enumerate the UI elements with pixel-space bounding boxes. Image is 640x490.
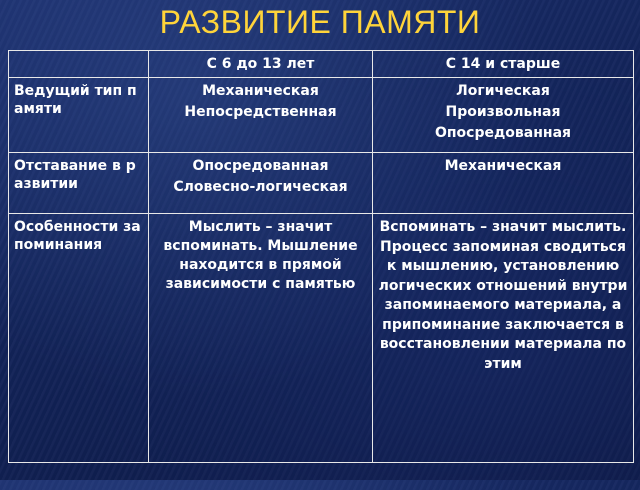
cell-value: Опосредованная — [192, 158, 329, 174]
cell-leading-type-age-6-13 — [149, 78, 373, 153]
cell-leading-type-age-14-plus — [373, 78, 634, 153]
cell-development-lag-age-14-plus — [373, 153, 634, 214]
cell-value: Механическая — [202, 83, 319, 99]
comparison-table-container — [8, 50, 632, 490]
row-label-text: Ведущий тип памяти — [14, 83, 137, 117]
cell-value: Словесно-логическая — [173, 179, 348, 195]
cell-value: Механическая — [444, 158, 562, 174]
table-row-memorization-features — [9, 214, 634, 463]
cell-value: Произвольная — [445, 104, 561, 120]
table-row-development-lag — [9, 153, 634, 214]
cell-development-lag-age-6-13 — [149, 153, 373, 214]
column-header-age-14-plus: С 14 и старше — [373, 51, 634, 78]
row-label-memorization-features — [9, 214, 149, 463]
row-label-text: Отставание в развитии — [14, 158, 136, 192]
table-row-leading-memory-type — [9, 78, 634, 153]
table-corner-cell — [9, 51, 149, 78]
column-header-age-6-13: С 6 до 13 лет — [149, 51, 373, 78]
cell-value: Опосредованная — [434, 125, 572, 141]
row-label-leading-type — [9, 78, 149, 153]
row-label-text: Особенности запоминания — [14, 219, 141, 253]
slide-title: РАЗВИТИЕ ПАМЯТИ — [159, 4, 481, 40]
row-label-development-lag — [9, 153, 149, 214]
memory-development-table — [8, 50, 634, 463]
cell-value: Логическая — [456, 83, 550, 99]
table-header-row — [9, 51, 634, 78]
cell-value: Непосредственная — [184, 104, 337, 120]
cell-features-age-14-plus: Вспоминать – значит мыслить. Процесс запоминая сводиться к мышлению, установлению логических отношений внутри запоминаемого материала, а припоминание заключается в восстановлении материала по этим — [373, 214, 634, 463]
cell-features-age-6-13: Мыслить – значит вспоминать. Мышление находится в прямой зависимости с памятью — [149, 214, 373, 463]
